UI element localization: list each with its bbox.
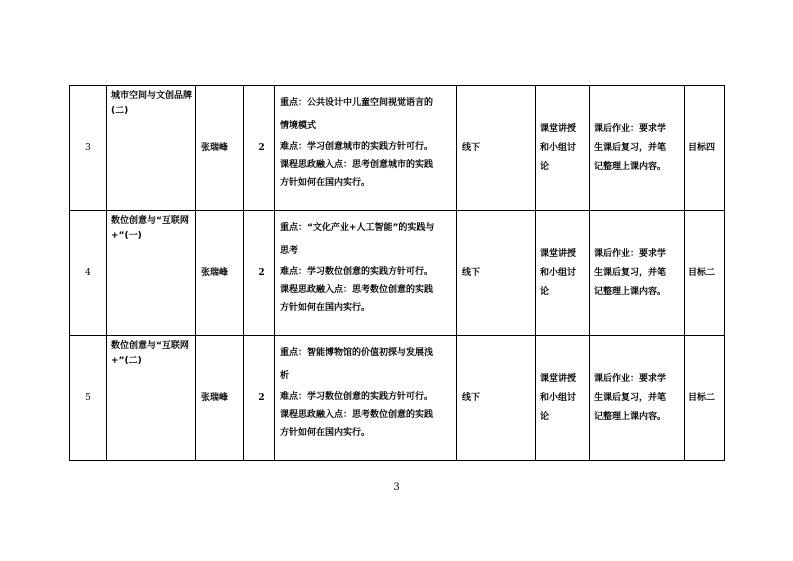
ideology-line: 课程思政融入点：思考创意城市的实践 bbox=[280, 160, 434, 170]
ideology-line: 课程思政融入点：思考数位创意的实践 bbox=[280, 410, 434, 420]
key-point-line: 重点：公共设计中儿童空间视觉语言的 bbox=[280, 98, 434, 108]
session-content bbox=[275, 86, 457, 211]
ideology-line: 方针如何在国内实行。 bbox=[280, 303, 371, 313]
difficulty-line: 难点：学习创意城市的实践方针可行。 bbox=[280, 142, 434, 152]
course-goal: 目标四 bbox=[685, 86, 725, 211]
key-point-line: 析 bbox=[280, 371, 290, 381]
session-title: 数位创意与“互联网+”(一) bbox=[107, 211, 196, 336]
session-content bbox=[275, 211, 457, 336]
method-line: 论 bbox=[540, 286, 550, 297]
homework-line: 生课后复习，并笔 bbox=[594, 267, 667, 278]
method-line: 课堂讲授 bbox=[540, 373, 577, 384]
class-hours: 2 bbox=[244, 86, 275, 211]
homework-line: 课后作业：要求学 bbox=[594, 373, 667, 384]
class-hours: 2 bbox=[244, 336, 275, 461]
key-point-line: 情境模式 bbox=[280, 121, 317, 131]
method-line: 课堂讲授 bbox=[540, 248, 577, 259]
homework bbox=[590, 211, 685, 336]
teaching-mode: 线下 bbox=[457, 336, 536, 461]
table-row bbox=[70, 211, 725, 336]
class-hours: 2 bbox=[244, 211, 275, 336]
homework-line: 记整理上课内容。 bbox=[594, 286, 667, 297]
session-content bbox=[275, 336, 457, 461]
key-point-line: 重点：智能博物馆的价值初探与发展浅 bbox=[280, 348, 434, 358]
method-line: 和小组讨 bbox=[540, 392, 577, 403]
course-goal: 目标二 bbox=[685, 211, 725, 336]
ideology-line: 方针如何在国内实行。 bbox=[280, 178, 371, 188]
homework-line: 记整理上课内容。 bbox=[594, 161, 667, 172]
teaching-method bbox=[536, 336, 590, 461]
ideology-line: 课程思政融入点：思考数位创意的实践 bbox=[280, 285, 434, 295]
homework-line: 记整理上课内容。 bbox=[594, 411, 667, 422]
homework-line: 生课后复习，并笔 bbox=[594, 392, 667, 403]
difficulty-line: 难点：学习数位创意的实践方针可行。 bbox=[280, 267, 434, 277]
key-point-line: 重点：“文化产业+人工智能”的实践与 bbox=[280, 223, 435, 233]
homework bbox=[590, 336, 685, 461]
key-point-line: 思考 bbox=[280, 246, 299, 256]
homework-line: 课后作业：要求学 bbox=[594, 248, 667, 259]
course-goal: 目标二 bbox=[685, 336, 725, 461]
table-row bbox=[70, 86, 725, 211]
session-title: 数位创意与“互联网+”(二) bbox=[107, 336, 196, 461]
session-title: 城市空间与文创品牌(二) bbox=[107, 86, 196, 211]
session-number: 3 bbox=[70, 86, 107, 211]
method-line: 论 bbox=[540, 411, 550, 422]
method-line: 和小组讨 bbox=[540, 142, 577, 153]
method-line: 和小组讨 bbox=[540, 267, 577, 278]
teaching-mode: 线下 bbox=[457, 211, 536, 336]
table-row bbox=[70, 336, 725, 461]
teacher-name: 张瑞峰 bbox=[196, 86, 244, 211]
course-schedule-table bbox=[69, 85, 725, 461]
method-line: 课堂讲授 bbox=[540, 123, 577, 134]
session-number: 5 bbox=[70, 336, 107, 461]
teaching-mode: 线下 bbox=[457, 86, 536, 211]
homework-line: 生课后复习，并笔 bbox=[594, 142, 667, 153]
teaching-method bbox=[536, 86, 590, 211]
page-number: 3 bbox=[393, 482, 400, 493]
homework bbox=[590, 86, 685, 211]
session-number: 4 bbox=[70, 211, 107, 336]
homework-line: 课后作业：要求学 bbox=[594, 123, 667, 134]
teacher-name: 张瑞峰 bbox=[196, 336, 244, 461]
teacher-name: 张瑞峰 bbox=[196, 211, 244, 336]
difficulty-line: 难点：学习数位创意的实践方针可行。 bbox=[280, 392, 434, 402]
ideology-line: 方针如何在国内实行。 bbox=[280, 428, 371, 438]
teaching-method bbox=[536, 211, 590, 336]
method-line: 论 bbox=[540, 161, 550, 172]
